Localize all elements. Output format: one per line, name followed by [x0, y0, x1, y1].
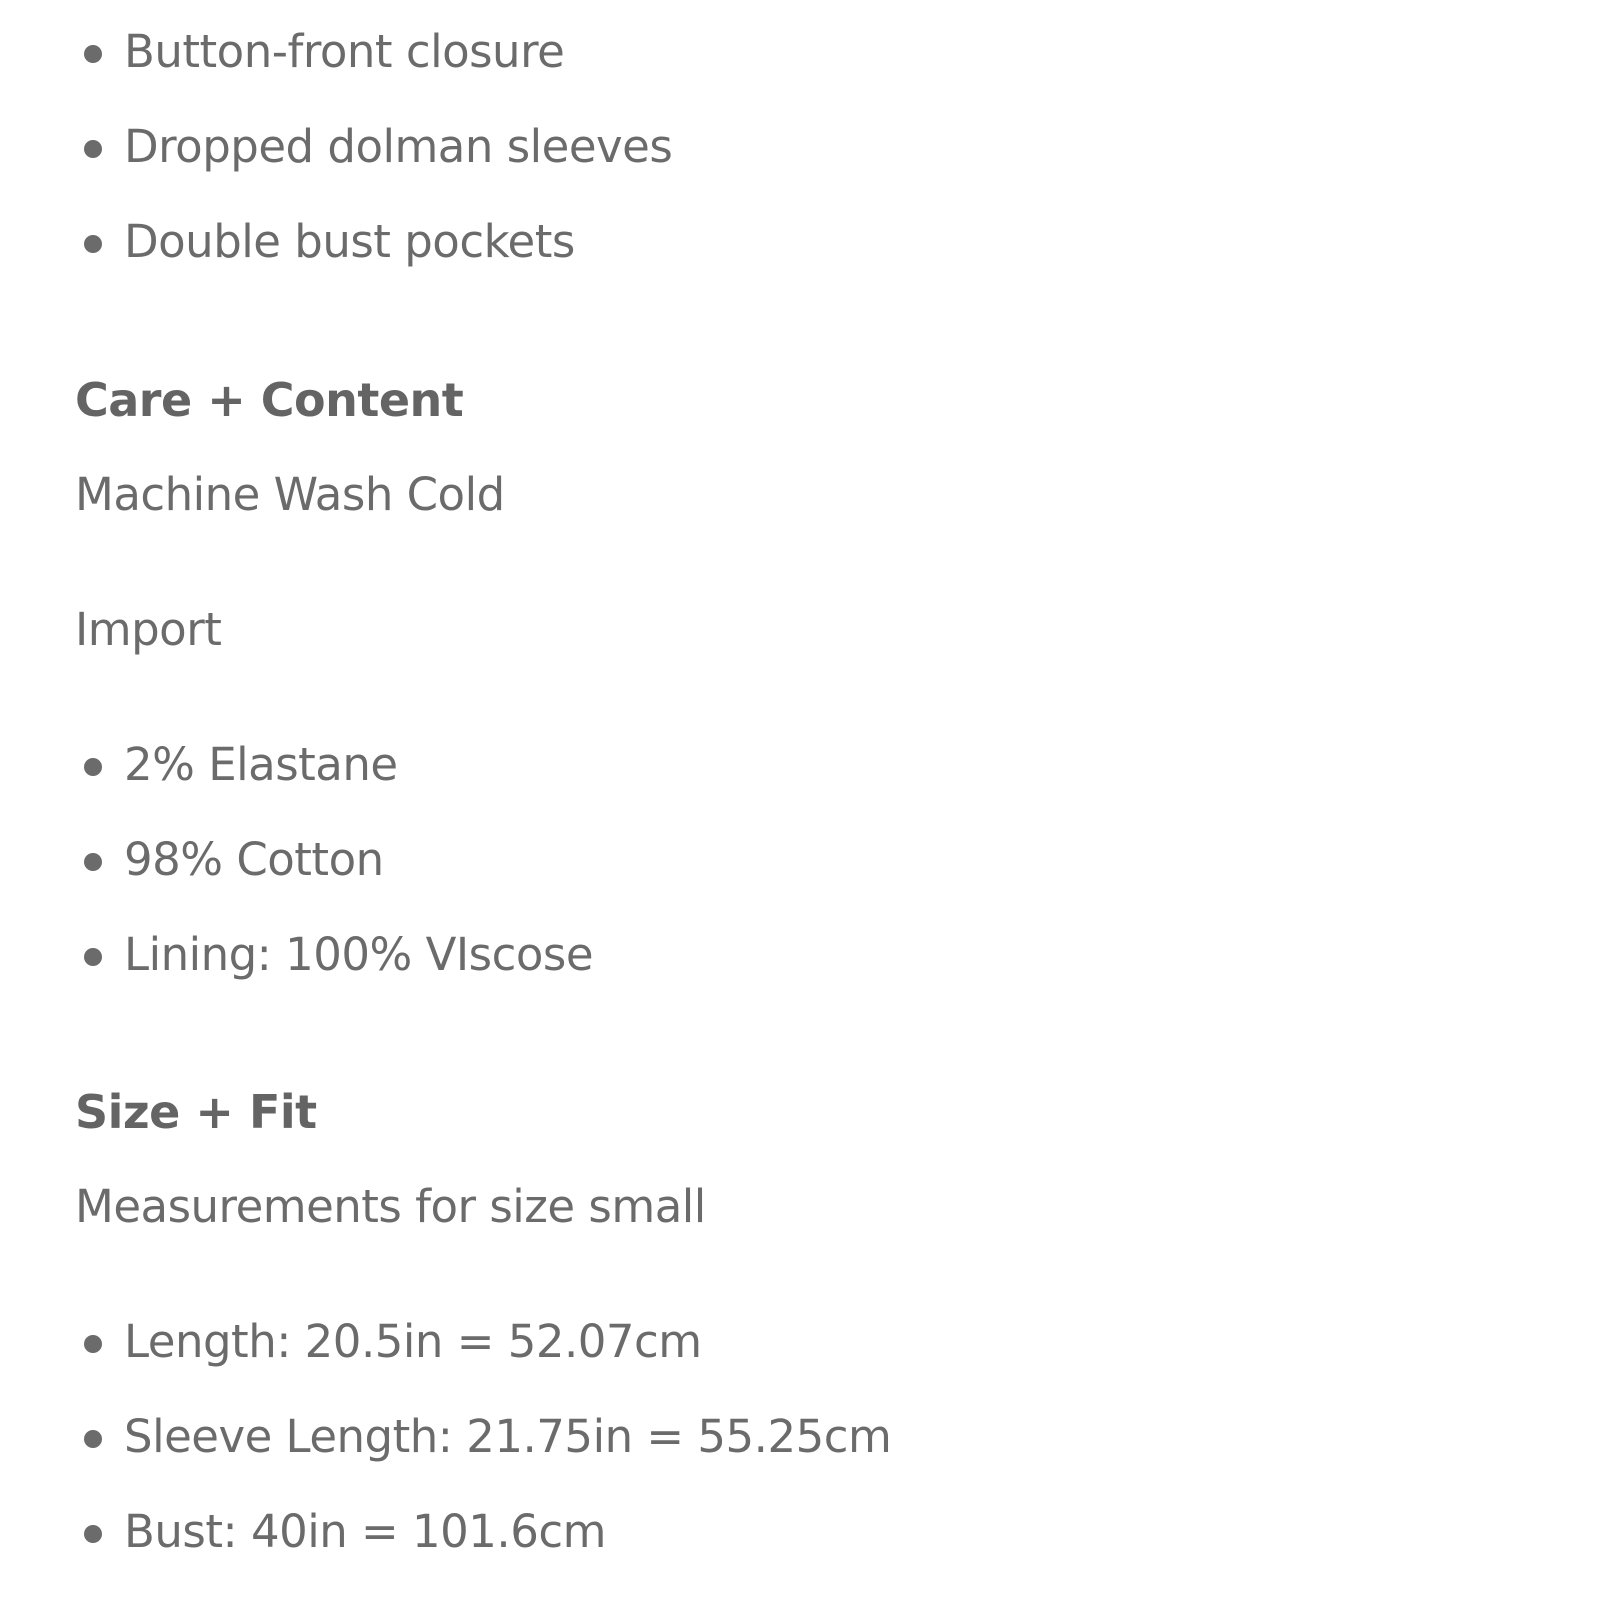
bullet-dot-icon: [84, 1430, 102, 1448]
bullet-dot-icon: [84, 853, 102, 871]
bullet-dot-icon: [84, 758, 102, 776]
bullet-dot-icon: [84, 45, 102, 63]
measurement-item: Bust: 40in = 101.6cm: [124, 1505, 606, 1558]
care-origin-text: Import: [75, 603, 222, 656]
feature-item: Double bust pockets: [124, 215, 575, 268]
feature-item: Dropped dolman sleeves: [124, 120, 673, 173]
bullet-dot-icon: [84, 235, 102, 253]
measurement-item: Sleeve Length: 21.75in = 55.25cm: [124, 1410, 892, 1463]
bullet-dot-icon: [84, 140, 102, 158]
measurement-item: Length: 20.5in = 52.07cm: [124, 1315, 702, 1368]
bullet-dot-icon: [84, 1525, 102, 1543]
material-item: 98% Cotton: [124, 833, 384, 886]
care-content-heading: Care + Content: [75, 373, 464, 427]
size-fit-heading: Size + Fit: [75, 1085, 317, 1139]
material-item: Lining: 100% VIscose: [124, 928, 594, 981]
material-item: 2% Elastane: [124, 738, 398, 791]
feature-item: Button-front closure: [124, 25, 565, 78]
bullet-dot-icon: [84, 1335, 102, 1353]
care-wash-text: Machine Wash Cold: [75, 468, 505, 521]
size-intro-text: Measurements for size small: [75, 1180, 706, 1233]
bullet-dot-icon: [84, 948, 102, 966]
